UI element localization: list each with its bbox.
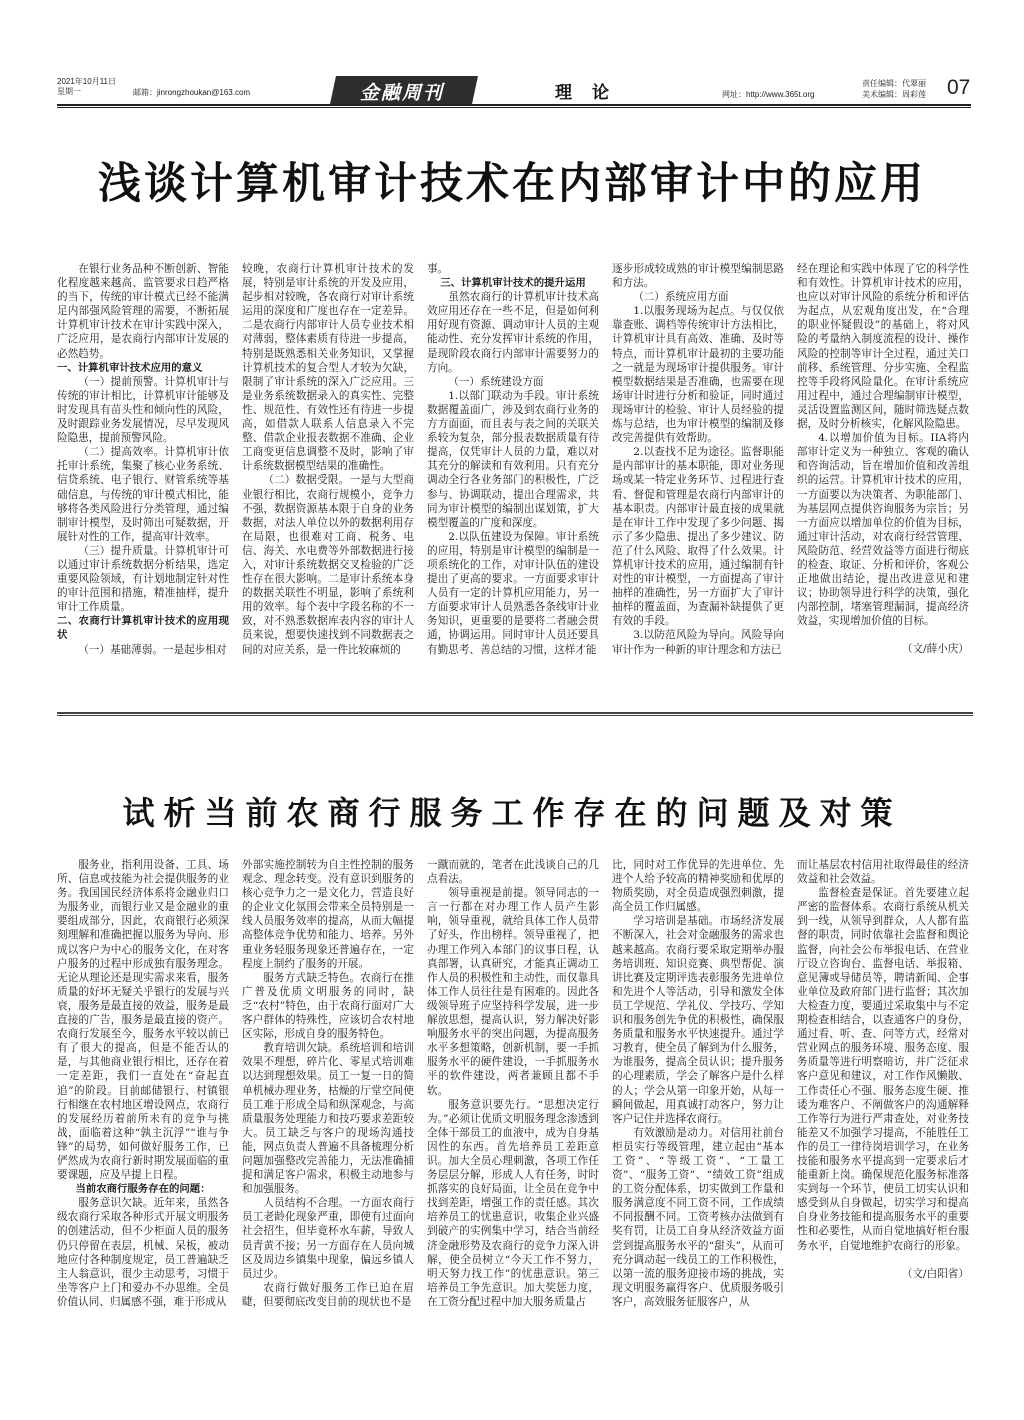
paragraph: 服务意识要先行。“思想决定行为。”必须让优质文明服务理念渗透到全体干部员工的血液中，成为自身基因性的东西。首先培养员工差距意识。加大全员心理刺激，各项工作任务层层分解，形成人人有任务，时时抓落实的良好局面，让全员在竞争中找到差距，增强工作的责任感。其次培养员工的忧患意识，收集企业兴盛到破产的实例集中学习，结合当前经济金融形势及农商行的竞争力深入讲解，使全员树立“今天工作不努力，明天努力找工作”的忧患意识。第三培养员工争先意识。加大奖惩力度，在工资分配过程中加大服务质量占	[427, 1098, 599, 1308]
paragraph: 逐步形成较成熟的审计模型编制思路和方法。	[612, 263, 784, 290]
paragraph: 2.以队伍建设为保障。审计系统的应用，特别是审计模型的编制是一项系统化的工作，对审计队伍的建设提出了更高的要求。一方面要求审计人员有一定的计算机应用能力，另一方面要求审计人员熟悉各条线审计业务知识，更重要的是要将二者融会贯通，协调运用。同时审计人员还要具有勤思考、善总结的习惯，这样才能	[427, 530, 599, 656]
date-text: 2021年10月11日	[57, 77, 116, 86]
section-heading: 三、计算机审计技术的提升运用	[440, 277, 586, 290]
paragraph: 服务方式缺乏特色。农商行在推广普及优质文明服务的同时，缺乏“农村”特色，由于农商行面对广大客户群体的特殊性，应该切合农村地区实际，形成自身的服务特色。	[242, 971, 414, 1041]
paragraph: 经在理论和实践中体现了它的科学性和有效性。计算机审计技术的应用，也应以对审计风险的系统分析和评估为起点，从宏观角度出发，在“合理的职业怀疑假设”的基础上，将对风险的考量纳入制度流程的设计、操作风险的控制等审计全过程，通过关口前移、系统管理、分步实施、全程监控等手段将风险量化。在审计系统应用过程中，通过合理编制审计模型，灵活设置监测区间，随时筛选疑点数据，及时分析核实，化解风险隐患。	[797, 263, 969, 431]
masthead	[0, 0, 1024, 110]
paragraph: 较晚，农商行计算机审计技术的发展，特别是审计系统的开发及应用，起步相对较晚，各农商行对审计系统运用的深度和广度也存在一定差异。二是农商行内部审计人员专业技术相对薄弱，整体素质有待进一步提高，特别是既熟悉相关业务知识，又掌握计算机技术的复合型人才较为欠缺，限制了审计系统的深入广泛应用。三是业务系统数据录入的真实性、完整性、规范性、有效性还有待进一步提高，如借款人联系人信息录入不完整、借款企业报表数据不准确、企业工商变更信息调整不及时，影响了审计系统数据模型结果的准确性。	[242, 263, 414, 473]
paragraph: 在银行业务品种不断创新、智能化程度越来越高、监管要求日趋严格的当下，传统的审计模式已经不能满足内部强风险管理的需要，不断拓展计算机审计技术在审计实践中深入，广泛应用，是农商行内部审计发展的必然趋势。	[57, 263, 229, 360]
paragraph: 而让基层农村信用社取得最佳的经济效益和社会效益。	[797, 859, 969, 886]
paragraph: 服务业，指利用设备、工具、场所、信息或技能为社会提供服务的业务。我国国民经济体系将金融业归口为服务业，而银行业又是金融业的重要组成部分，因此，农商银行必须深刻理解和准确把握以服务为导向、形成以客户为中心的服务文化，在对客户服务的过程中形成独有服务理念。无论从理论还是现实需求来看，服务质量的好坏无疑关乎银行的发展与兴衰，服务是最直接的效益，服务是最直接的广告，服务是最直接的资产。农商行发展至今，服务水平较以前已有了很大的提高，但是不能否认的是，与其他商业银行相比，还存在着一定差距，我们一直处在“奋起直追”的阶段。目前邮储银行、村镇银行相继在农村地区增设网点，农商行的发展经历着前所未有的竞争与挑战，面临着这种“孰主沉浮”“谁与争锋”的局势，如何做好服务工作，已俨然成为农商行新时期发展面临的重要课题，应及早提上日程。	[57, 859, 229, 1182]
paper-name: 金融周刊	[360, 82, 445, 104]
article-column	[57, 262, 229, 682]
paragraph: 一蹴而就的，笔者在此浅谈自己的几点看法。	[427, 859, 599, 886]
paragraph: 农商行做好服务工作已迫在眉睫，但要彻底改变目前的现状也不是	[242, 1281, 414, 1308]
article-column	[427, 858, 599, 1348]
section-heading: 一、计算机审计技术应用的意义	[57, 361, 203, 374]
paragraph: （二）提高效率。计算机审计依托审计系统，集聚了核心业务系统、信贷系统、电子银行、财管系统等基础信息，与传统的审计模式相比，能够将各类风险进行分类管理，通过编制审计模型，及时筛出可疑数据，开展针对性的工作，提高审计效率。	[57, 446, 229, 543]
article2-body	[57, 858, 973, 1348]
article-separator-thin	[57, 715, 973, 716]
paragraph: 1.以服务现场为起点。与仅仅依靠查账、调档等传统审计方法相比，计算机审计具有高效、准确、及时等特点，而计算机审计最初的主要功能之一就是为现场审计提供服务。审计模型数据结果是否准确，也需要在现场审计时进行分析和验证，同时通过现场审计的检验、审计人员经验的提炼与总结，也为审计模型的编制及修改完善提供有效帮助。	[612, 305, 784, 445]
article2-title: 试析当前农商行服务工作存在的问题及对策	[122, 794, 902, 832]
issue-date	[57, 77, 116, 97]
article-column	[242, 858, 414, 1348]
article-column	[427, 262, 599, 682]
article-column	[797, 858, 969, 1348]
article-column	[797, 262, 969, 682]
paragraph: 3.以防范风险为导向。风险导向审计作为一种新的审计理念和方法已	[612, 629, 784, 656]
author-byline: （文/薛小庆）	[901, 643, 969, 656]
header-rule-thin	[57, 107, 971, 108]
contact-email: 邮箱：jinrongzhoukan@163.com	[133, 88, 251, 97]
paragraph: 人员结构不合理。一方面农商行员工老龄化现象严重，即使有过面向社会招生，但毕竟杯水车薪，导致人员青黄不接；另一方面存在人员向城区及周边乡镇集中现象，偏远乡镇人员过少。	[242, 1197, 414, 1280]
paragraph: 监督检查是保证。首先要建立起严密的监督体系。农商行系统从机关到一线，从领导到群众，人人都有监督的职责，同时依靠社会监督和舆论监督，向社会公布举报电话、在营业厅设立咨询台、监督电话、举报箱、意见簿或导储员等，聘请新闻、企事业单位及政府部门进行监督；其次加大检查力度，要通过采取集中与不定期检查相结合，以查通客户的身份，通过看、听、查、问等方式，经常对营业网点的服务环境、服务态度、服务质量等进行明察暗访，并广泛征求客户意见和建议，对工作作风懒散、工作责任心不强、服务态度生硬、推诿为难客户、不阐做客户的沟通解释工作等行为进行严肃查处，对业务技能差又不加强学习提高，不能胜任工作的员工一律待岗培训学习，在业务技能和服务水平提高到一定要求后才能重新上岗。确保规范化服务标准落实到每一个环节，使员工切实认识和感受到从自身做起，切实学习和提高自身业务技能和提高服务水平的重要性和必要性，从而自觉地搞好柜台服务水平，自觉地维护农商行的形象。	[797, 887, 969, 1252]
art-editor: 美术编辑：周彩莲	[862, 90, 926, 99]
paragraph: 领导重视是前提。领导同志的一言一行都在对办理工作人员产生影响，领导重视，就给具体工作人员带了好头，作出榜样。领导重视了，把办理工作列入本部门的议事日程，认真部署，认真研究，才能真正调动工作人员的积极性和主动性，而仅靠具体工作人员往往是有困难的。因此各级领导班子应坚持科学发展，进一步解放思想，提高认识，努力解决好影响服务水平的突出问题，为提高服务水平多想策略，创新机制，要一手抓服务水平的硬件建设，一手抓服务水平的软件建设，两者兼顾且都不手软。	[427, 887, 599, 1097]
paragraph: 4.以增加价值为目标。IIA将内部审计定义为一种独立、客观的确认和咨询活动，旨在增加价值和改善组织的运营。计算机审计技术的应用，一方面要以为决策者、为职能部门、为基层网点提供咨询服务为宗旨；另一方面应以增加单位的价值为目标，通过审计活动，对农商行经营管理、风险防范、经营效益等方面进行彻底的检查、取证、分析和评价，客观公正地做出结论，提出改进意见和建议；协助领导进行科学的决策，强化内部控制，堵塞管理漏洞，提高经济效益，实现增加价值的目标。	[797, 432, 969, 628]
article-column	[612, 262, 784, 682]
paragraph: 事。	[427, 263, 449, 275]
weekday-text: 星期一	[57, 87, 81, 96]
page-number: 07	[947, 76, 971, 99]
paragraph: 学习培训是基础。市场经济发展不断深入，社会对金融服务的需求也越来越高。农商行要采取定期举办服务培训班、知识竞赛、典型帮促、演讲比赛及定期评选表彰服务先进单位和先进个人等活动，引导和激发全体员工学规范、学礼仪、学技巧、学知识和服务创先争优的积极性，确保服务质量和服务水平快速提升。通过学习教育，使全员了解到为什么服务，为谁服务，提高全员认识；提升服务的心理素质，学会了解客户是什么样的人；学会从第一印象开始，从每一瞬间做起，用真诚打动客户，努力让客户记住并选择农商行。	[612, 915, 784, 1125]
editor-credits	[862, 78, 926, 100]
paragraph: （一）提前预警。计算机审计与传统的审计相比，计算机审计能够及时发现具有苗头性和倾向性的风险，及时跟踪业务发展情况，尽早发现风险隐患，提前预警风险。	[57, 375, 229, 445]
paragraph: （二）系统应用方面	[633, 291, 729, 304]
paragraph: 外部实施控制转为自主性控制的服务观念、理念转变。没有意识到服务的核心竞争力之一是文化力，营造良好的企业文化氛围会带来全员特别是一线人员服务效率的提高，从而大幅提高整体竞争优势和能力、培养。另外重业务轻服务现象还普遍存在，一定程度上制约了服务的开展。	[242, 859, 414, 970]
paragraph: 教育培训欠缺。系统培训和培训效果不理想，碎片化、零星式培训难以达到理想效果。员工一复一日的简单机械办理业务，枯燥的厅堂空间使员工难于形成全局和纵深观念，与高质量服务处理能力和技巧要求差距较大。员工缺乏与客户的现场沟通技能，网点负责人普遍不具备梳理分析问题加强整改完善能力，无法准确捕捉和满足客户需求，积极主动地参与和加强服务。	[242, 1042, 414, 1196]
section-heading: 当前农商行服务存在的问题：	[75, 1183, 211, 1196]
paragraph: （一）系统建设方面	[448, 375, 544, 388]
section-heading: 二、农商行计算机审计技术的应用现状	[57, 615, 229, 642]
author-byline: （文/白阳省）	[901, 1267, 969, 1280]
paragraph: （一）基础薄弱。一是起步相对	[78, 643, 227, 656]
article-column	[57, 858, 229, 1348]
paragraph: 虽然农商行的计算机审计技术高效应用还存在一些不足，但是如何利用好现有资源、调动审计人员的主观能动性、充分发挥审计系统的作用，是现阶段农商行内部审计需要努力的方向。	[427, 291, 599, 374]
article-column	[612, 858, 784, 1348]
paragraph: 比，同时对工作优异的先进单位、先进个人给予较高的精神奖励和优厚的物质奖励，对全员造成强烈刺激，提高全员工作归属感。	[612, 859, 784, 914]
paragraph: 服务意识欠缺。近年来，虽然各级农商行采取各种形式开展文明服务的创建活动，但不少柜面人员的服务仍只停留在表层，机械、呆板，被动地应付各种制度规定，员工普遍缺乏主人翁意识，很少主动思考，习惯于坐等客户上门和爱办不办思维。全员价值认同、归属感不强，难于形成从	[57, 1197, 229, 1308]
paragraph: 有效激励是动力。对信用社前台柜员实行等级管理，建立起由“基本工资”、“等级工资”、“工量工资”、“服务工资”、“绩效工资”组成的工资分配体系，切实做到工作量和服务满意度不同工资不同，工作成绩不同报酬不同。工资考核办法做到有奖有罚，让员工自身从经济效益方面尝到提高服务水平的“甜头”，从而可充分调动起一线员工的工作积极性，以第一流的服务迎接市场的挑战，实现文明服务赢得客户、优质服务吸引客户，高效服务征服客户，从	[612, 1126, 784, 1308]
responsible-editor: 责任编辑：代翠丽	[862, 79, 926, 88]
article1-title: 浅谈计算机审计技术在内部审计中的应用	[98, 159, 926, 209]
article1-body	[57, 262, 973, 682]
paragraph: （三）提升质量。计算机审计可以通过审计系统数据分析结果，选定重要风险领域，有计划地制定针对性的审计范围和措施，精准抽样，提升审计工作质量。	[57, 544, 229, 614]
header-rule	[57, 104, 971, 106]
article-column	[242, 262, 414, 682]
article-separator	[57, 712, 973, 714]
website-url: 网址：http://www.365t.org	[722, 90, 815, 99]
paragraph: 2.以查找不足为途径。监督职能是内部审计的基本职能，即对业务现场或某一特定业务环节、过程进行查看、督促和管理是农商行内部审计的基本职责。内部审计最直接的成果就是在审计工作中发现了多少问题、揭示了多少隐患、提出了多少建议、防范了什么风险、取得了什么效果。计算机审计技术的应用，通过编制有针对性的审计模型，一方面提高了审计抽样的准确性，另一方面扩大了审计抽样的覆盖面，为查漏补缺提供了更有效的手段。	[612, 446, 784, 628]
paragraph: 1.以部门联动为手段。审计系统数据覆盖面广，涉及到农商行业务的方方面面，而且表与表之间的关联关系较为复杂，部分报表数据质量有待提高，仅凭审计人员的力量，难以对其充分的解读和有效利用。只有充分调动全行各业务部门的积极性，广泛参与、协调联动，提出合理需求，共同为审计模型的编制出谋划策，扩大模型覆盖的广度和深度。	[427, 389, 599, 529]
paragraph: （二）数据受限。一是与大型商业银行相比，农商行规模小，竞争力不强，数据资源基本限于自身的业务数据，对法人单位以外的数据利用存在局限，也很难对工商、税务、电信、海关、水电费等外部数据进行接入，对审计系统数据交叉检验的广泛性存在很大影响。二是审计系统本身的数据关联性不明显，影响了系统利用的效率。每个表中字段名称的不一致，对不熟悉数据库表内容的审计人员来说，想要快速找到不同数据表之间的对应关系，是一件比较麻烦的	[242, 474, 414, 656]
section-title: 理论	[555, 83, 629, 103]
